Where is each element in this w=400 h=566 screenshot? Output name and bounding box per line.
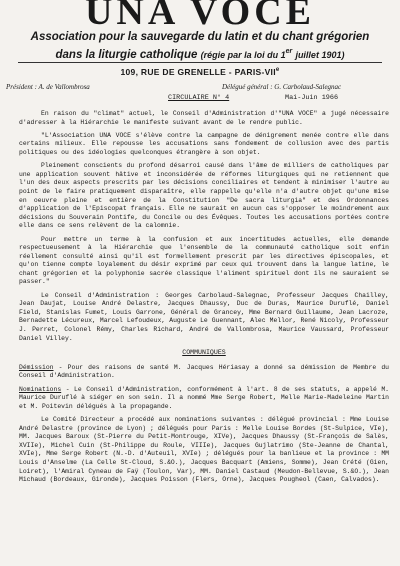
masthead-title: UNA VOCE bbox=[84, 0, 316, 33]
president: Président : A. de Vallombrosa bbox=[6, 83, 90, 91]
masthead-subtitle-line2 bbox=[0, 45, 400, 62]
subtitle-main: dans la liturgie catholique bbox=[55, 48, 198, 61]
communique-lead: Démission bbox=[19, 363, 54, 371]
paragraph: Le Conseil d'Administration : Georges Carbolaud-Salegnac, Professeur Jacques Chailley, Jean Daujat, Louise André Delastre, Jacques Dhaussy, Duc de Duras, Maurice Duruflé, Daniel Field, Stanislas Fumet, Louis Garrone, Général de Grancey, Mme Bernard Guillaume, Jean Lacroze, Bernadette Lécureux, Marcel Lefoudeux, Auguste Le Guennant, Alec Mellor, René Nicoly, Professeur J. Perret, Colonel Rémy, Charles Richard, André de Vallombrosa, Maurice Vaussard, Professeur Daniel Villey. bbox=[19, 291, 389, 342]
circular-number: CIRCULAIRE N° 4 bbox=[168, 94, 230, 102]
communique-item bbox=[19, 386, 389, 412]
delegate-general: Délégué général : G. Carbolaud-Salegnac bbox=[222, 83, 342, 91]
document-body bbox=[19, 110, 389, 489]
address-sup: e bbox=[275, 67, 280, 74]
paragraph: Pleinement conscients du profond désarroi causé dans l'âme de milliers de catholiques par une application souvent hâtive et inconsidérée de réformes liturgiques qui ne retiennent que l'un des deux aspects prescrits par les décisions conciliaires et tendent à minimiser l'autre au point de le faire pratiquement disparaître, elle rappelle qu'elle n'a d'autre objet qu'une mise en oeuvre pleine et entière de la Constitution "De sacra liturgia" et des Ordonnances d'application de l'Episcopat français. Elle ne saurait en aucun cas s'opposer le moindrement aux décisions du Souverain Pontife, du Concile ou des Évêques. Toutes les accusations portées contre elle dans ce sens relèvent de la calomnie. bbox=[19, 162, 389, 230]
communique-lead: Nominations bbox=[19, 385, 62, 393]
communique-item bbox=[19, 416, 389, 485]
paragraph: Pour mettre un terme à la confusion et aux incertitudes actuelles, elle demande respectueusement à la Hiérarchie que l'ensemble de la communauté catholique soit enfin réellement consulté ainsi qu'il est formellement prescrit par les directives épiscopales, et qu'on tienne compte loyalement du désir exprimé par ceux qui trouvent dans la langue latine, le chant grégorien et la polyphonie sacrée classique l'aliment spirituel dont ils ne sauraient se passer." bbox=[19, 235, 389, 286]
address bbox=[0, 67, 400, 77]
subtitle-legal-sup: er bbox=[285, 48, 293, 55]
communique-text: - Pour des raisons de santé M. Jacques Hériasay a donné sa démission de Membre du Conseil d'Administration. bbox=[19, 363, 389, 380]
communique-text: Le Comité Directeur a procédé aux nominations suivantes : délégué provincial : Mme Louise André Delastre (province de Lyon) ; délégués pour Paris : Melle Louise Bordes (St-Sulpice, VIe), MM. Jacques Baroux (St-Pierre du Petit-Montrouge, XIVe), Jacques Dhaussy (St-François de Salès, XVIIe), Michel Cuin (St-Philippe du Roule, VIIIe), Jacques Gujlatrimo (Ste-Jeanne de Chantal, XVIe), Mme Serge Robert (N.-D. d'Auteuil, XVIe) ; délégués pour la banlieue et la province : MM Louis d'Anselme (La Celle St-Cloud, S.&O.), Jacques Bacquart (Amiens, Somme), Jean Crété (Gien, Loiret), l'Amiral Cyneau de Faÿ (Toulon, Var), MM. Daniel Castaud (Meudon-Bellevue, S.&O.), Jean Michaud (Bordeaux, Gironde), Jacques Poisson (Flers, Orne), Jacques Pougheol (Caen, Calvados). bbox=[19, 415, 389, 484]
subtitle-legal-a: (régie par la loi du 1 bbox=[200, 49, 286, 60]
masthead-divider bbox=[18, 62, 382, 63]
communique-item bbox=[19, 364, 389, 381]
subtitle-legal-b: juillet 1901) bbox=[295, 49, 345, 60]
communiques-heading: COMMUNIQUES bbox=[182, 349, 226, 357]
masthead-subtitle-line1: Association pour la sauvegarde du latin et du chant grégorien bbox=[30, 31, 370, 43]
circular-date: Mai-Juin 1966 bbox=[285, 94, 339, 102]
address-text: 109, RUE DE GRENELLE - PARIS-VII bbox=[120, 67, 276, 77]
communique-text: - Le Conseil d'Administration, conformément à l'art. 8 de ses statuts, a appelé M. Maurice Duruflé à siéger en son sein. Il a nommé Mme Serge Robert, Melle Marie-Madeleine Martin et M. Poitevin délégués à la propagande. bbox=[19, 385, 389, 410]
paragraph: "L'Association UNA VOCE s'élève contre la campagne de dénigrement menée contre elle dans certains milieux. Elle repousse les accusations sans fondement de collusion avec des partis politiques ou des idéologies quelconques étrangère à son objet. bbox=[19, 131, 389, 156]
paragraph: En raison du "climat" actuel, le Conseil d'Administration d'"UNA VOCE" a jugé nécessaire d'adresser à la Hiérarchie le manifeste suivant avant de le rendre public. bbox=[19, 110, 389, 126]
